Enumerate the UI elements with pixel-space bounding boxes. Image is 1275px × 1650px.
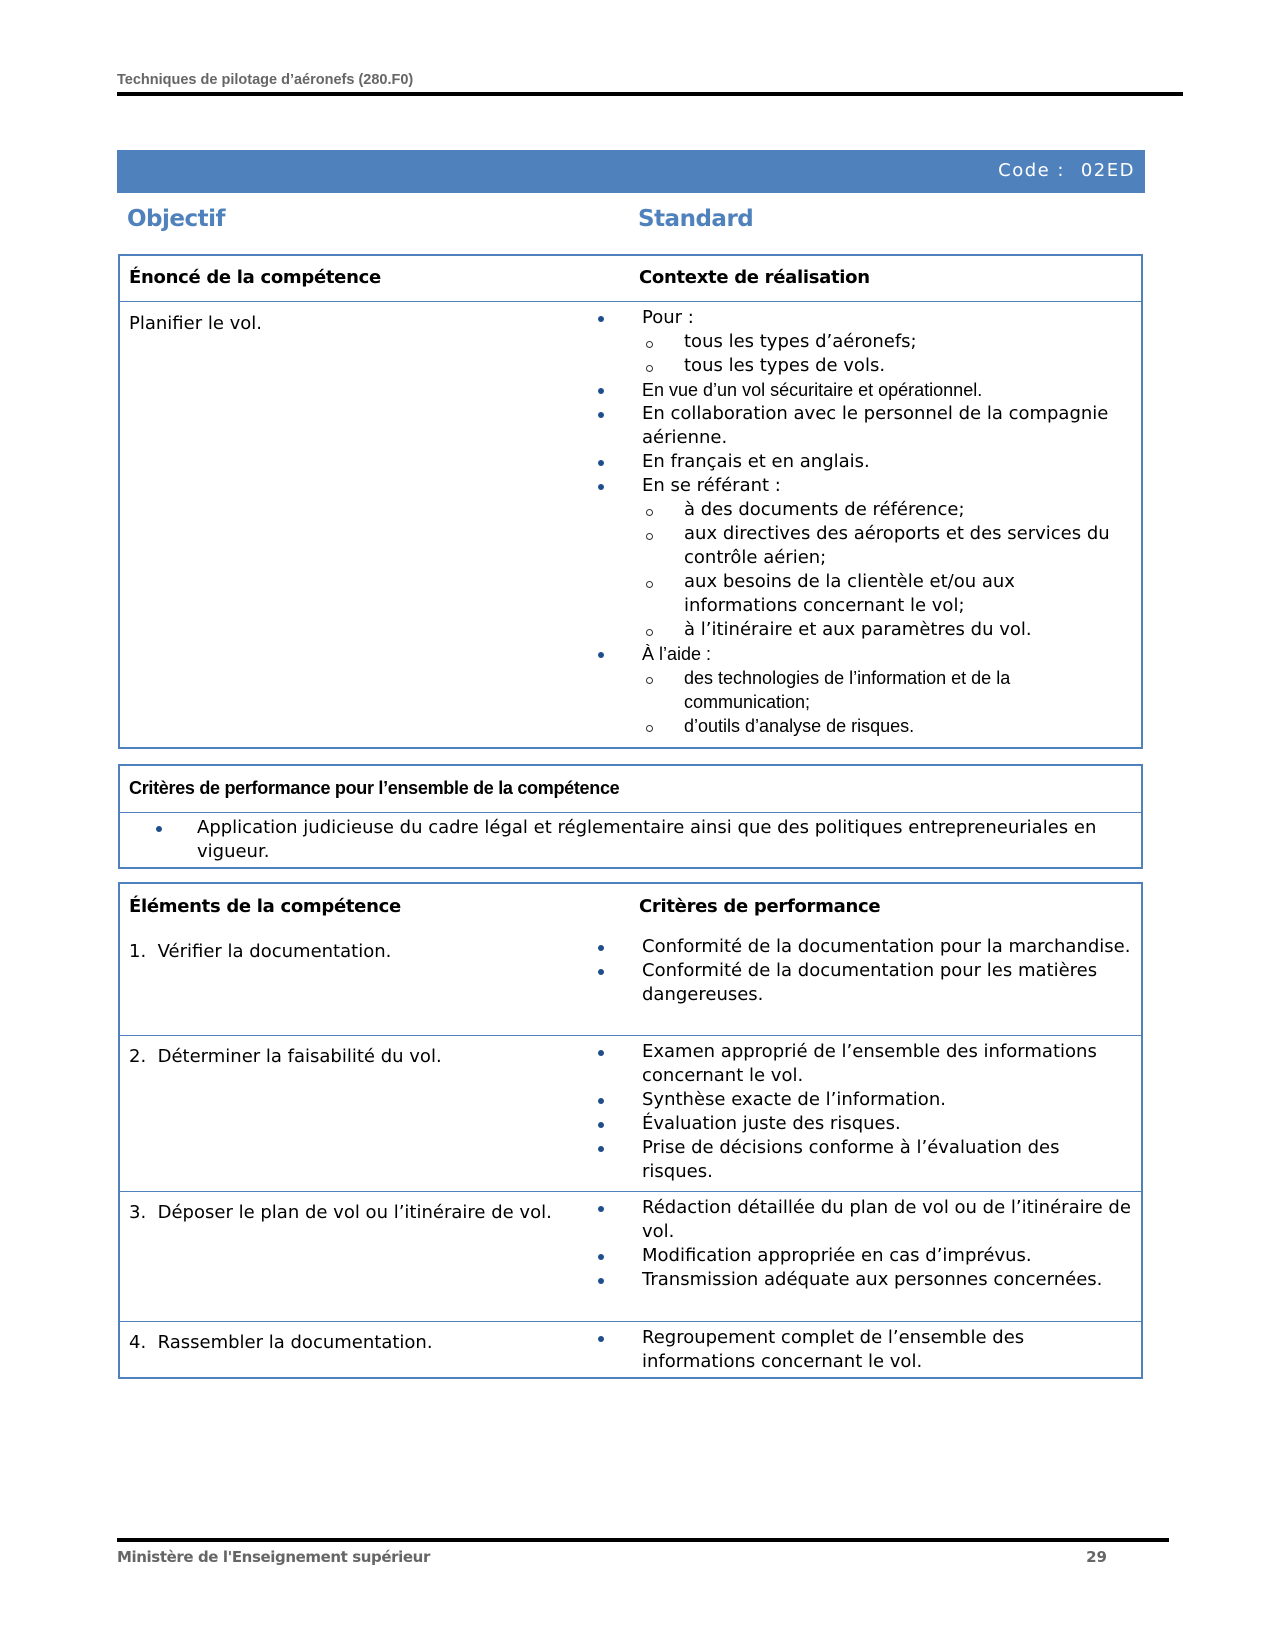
circle-bullet-icon: [646, 341, 653, 348]
list-item: [572, 1088, 1132, 1112]
bullet-icon: [598, 388, 604, 394]
bullet-icon: [598, 1146, 604, 1152]
criteres-list: [572, 1326, 1132, 1374]
table-row: [120, 812, 1141, 867]
table-row: [120, 1191, 1141, 1321]
page-header: [117, 72, 1183, 96]
bullet-icon: [598, 1050, 604, 1056]
list-item-text: tous les types d’aéronefs;: [684, 331, 917, 352]
sub-list-item: [642, 666, 1132, 714]
sub-list-item: [642, 570, 1132, 618]
sub-list-item: [642, 522, 1132, 570]
list-item: [572, 1196, 1132, 1244]
list-item-text: aux directives des aéroports et des services du contrôle aérien;: [684, 523, 1110, 568]
list-item: [572, 642, 1132, 738]
page-footer: [117, 1538, 1169, 1566]
sub-list: [642, 330, 1132, 378]
criteres-list-container: [572, 935, 1132, 1007]
list-item-text: des technologies de l’information et de la communication;: [684, 668, 1011, 712]
circle-bullet-icon: [646, 365, 653, 372]
criteres-list-container: [572, 1326, 1132, 1374]
list-item-text: Regroupement complet de l’ensemble des informations concernant le vol.: [642, 1327, 1025, 1372]
list-item-text: Évaluation juste des risques.: [642, 1113, 901, 1134]
list-item-text: En collaboration avec le personnel de la compagnie aérienne.: [642, 403, 1109, 448]
element-text: 4. Rassembler la documentation.: [129, 1332, 433, 1353]
circle-bullet-icon: [646, 581, 653, 588]
bullet-icon: [598, 412, 604, 418]
sub-list: [642, 498, 1132, 642]
header-rule: [117, 92, 1183, 96]
bullet-icon: [598, 1254, 604, 1260]
list-item-text: d’outils d’analyse de risques.: [684, 716, 915, 736]
circle-bullet-icon: [646, 677, 653, 684]
footer-ministry: Ministère de l'Enseignement supérieur: [117, 1548, 430, 1566]
elements-rows: [120, 931, 1141, 1378]
bullet-icon: [598, 945, 604, 951]
list-item-text: aux besoins de la clientèle et/ou aux informations concernant le vol;: [684, 571, 1015, 616]
list-item: [572, 378, 1132, 402]
section-headings: [117, 206, 1145, 242]
criteres-list-container: [572, 1196, 1132, 1292]
bullet-icon: [598, 484, 604, 490]
contexte-list-container: [642, 306, 1132, 738]
enonce-header: Énoncé de la compétence: [129, 267, 381, 288]
sub-list: [642, 666, 1132, 738]
bullet-icon: [598, 316, 604, 322]
competence-table: [118, 254, 1143, 749]
table-row: [120, 1035, 1141, 1191]
criteres-list: [572, 1040, 1132, 1184]
list-item: [572, 402, 1132, 450]
criteres-ensemble-list: [120, 816, 1125, 864]
code-bar: [117, 150, 1145, 193]
circle-bullet-icon: [646, 725, 653, 732]
bullet-icon: [598, 969, 604, 975]
bullet-icon: [598, 1278, 604, 1284]
bullet-icon: [156, 826, 162, 832]
element-text: 3. Déposer le plan de vol ou l’itinéraire de vol.: [129, 1202, 552, 1223]
sub-list-item: [642, 618, 1132, 642]
table-row: [120, 1321, 1141, 1378]
list-item-text: Synthèse exacte de l’information.: [642, 1089, 946, 1110]
list-item: [120, 816, 1125, 864]
bullet-icon: [598, 1122, 604, 1128]
bullet-icon: [598, 1206, 604, 1212]
list-item-text: Transmission adéquate aux personnes concernées.: [642, 1269, 1103, 1290]
list-item-text: En français et en anglais.: [642, 451, 870, 472]
sub-list-item: [642, 714, 1132, 738]
sub-list-item: [642, 354, 1132, 378]
list-item: [572, 474, 1132, 642]
bullet-icon: [598, 460, 604, 466]
list-item-text: Pour :: [642, 307, 694, 328]
criteres-header: Critères de performance: [639, 896, 881, 917]
list-item: [572, 1326, 1132, 1374]
criteres-ensemble-table: [118, 764, 1143, 869]
list-item: [572, 306, 1132, 378]
list-item-text: Rédaction détaillée du plan de vol ou de l’itinéraire de vol.: [642, 1197, 1131, 1242]
list-item: [572, 1244, 1132, 1268]
list-item: [572, 935, 1132, 959]
list-item: [572, 1136, 1132, 1184]
list-item-text: En se référant :: [642, 475, 781, 496]
contexte-header: Contexte de réalisation: [639, 267, 870, 288]
list-item: [572, 959, 1132, 1007]
criteres-ensemble-list-container: [120, 816, 1125, 864]
list-item: [572, 1040, 1132, 1088]
elements-header: Éléments de la compétence: [129, 896, 401, 917]
element-text: 1. Vérifier la documentation.: [129, 941, 392, 962]
list-item-text: À l’aide :: [642, 644, 712, 664]
list-item-text: Prise de décisions conforme à l’évaluation des risques.: [642, 1137, 1060, 1182]
bullet-icon: [598, 1336, 604, 1342]
elements-table: [118, 882, 1143, 1379]
enonce-text: Planifier le vol.: [129, 313, 263, 334]
code-value: 02ED: [1080, 160, 1135, 181]
list-item: [572, 450, 1132, 474]
table-header-row: [120, 884, 1141, 931]
element-text: 2. Déterminer la faisabilité du vol.: [129, 1046, 442, 1067]
list-item-text: tous les types de vols.: [684, 355, 886, 376]
bullet-icon: [598, 1098, 604, 1104]
table-row: [120, 301, 1141, 747]
sub-list-item: [642, 498, 1132, 522]
criteres-list: [572, 1196, 1132, 1292]
page-number: 29: [1086, 1548, 1107, 1566]
table-row: [120, 931, 1141, 1035]
bullet-icon: [598, 652, 604, 658]
list-item-text: Examen approprié de l’ensemble des informations concernant le vol.: [642, 1041, 1097, 1086]
list-item-text: Application judicieuse du cadre légal et réglementaire ainsi que des politiques entrepreneuriales en vigueur.: [197, 817, 1097, 862]
list-item-text: Modification appropriée en cas d’imprévus.: [642, 1245, 1032, 1266]
circle-bullet-icon: [646, 509, 653, 516]
list-item-text: à des documents de référence;: [684, 499, 965, 520]
criteres-ensemble-header: Critères de performance pour l’ensemble de la compétence: [129, 778, 620, 798]
objectif-heading: Objectif: [127, 206, 226, 232]
list-item-text: à l’itinéraire et aux paramètres du vol.: [684, 619, 1032, 640]
document-title: Techniques de pilotage d’aéronefs (280.F0): [117, 72, 414, 88]
list-item-text: Conformité de la documentation pour la marchandise.: [642, 936, 1131, 957]
sub-list-item: [642, 330, 1132, 354]
code-label: Code :: [998, 160, 1065, 181]
list-item-text: En vue d’un vol sécuritaire et opérationnel.: [642, 380, 983, 400]
criteres-list-container: [572, 1040, 1132, 1184]
list-item-text: Conformité de la documentation pour les matières dangereuses.: [642, 960, 1098, 1005]
table-header-row: [120, 256, 1141, 301]
list-item: [572, 1268, 1132, 1292]
circle-bullet-icon: [646, 629, 653, 636]
criteres-list: [572, 935, 1132, 1007]
footer-rule: [117, 1538, 1169, 1542]
list-item: [572, 1112, 1132, 1136]
contexte-list: [572, 306, 1132, 738]
standard-heading: Standard: [638, 206, 754, 232]
table-header-row: [120, 766, 1141, 812]
circle-bullet-icon: [646, 533, 653, 540]
